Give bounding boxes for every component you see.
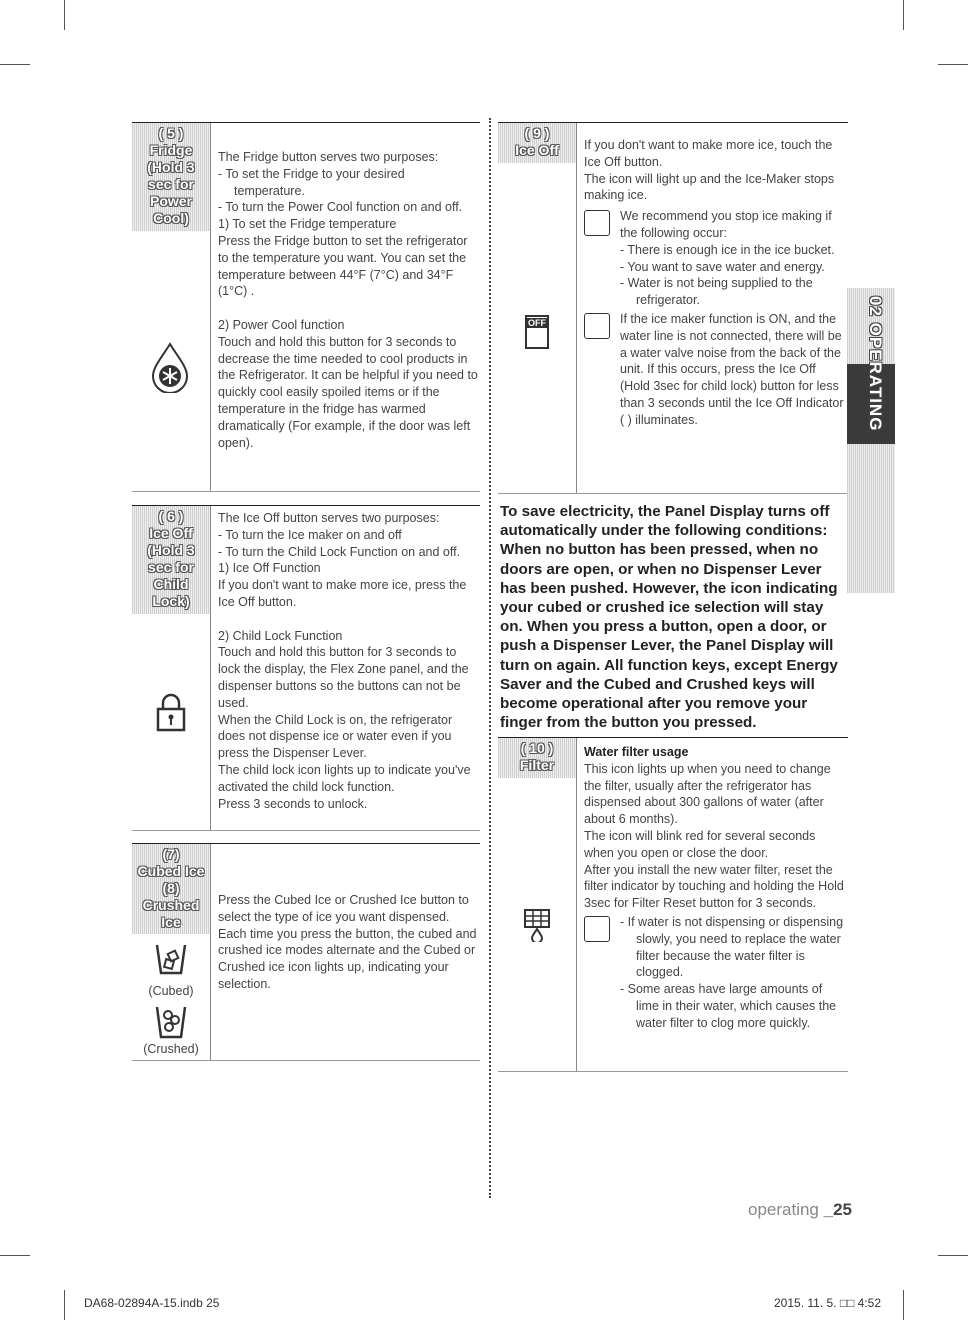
- section-ice-off-child-lock: [132, 505, 480, 831]
- power-cool-icon: [150, 341, 190, 393]
- description-line: The icon will light up and the Ice-Maker stops making ice.: [584, 171, 835, 203]
- button-label-line: Crushed: [142, 897, 200, 913]
- description-line: - To turn the Power Cool function on and off.: [218, 200, 463, 215]
- chapter-tab-label: 02 OPERATING: [866, 296, 885, 432]
- cubed-caption: (Cubed): [148, 984, 194, 998]
- note-item: - Water is not being supplied to the refrigerator.: [620, 276, 813, 308]
- button-label-line: sec for: [148, 176, 194, 192]
- button-column: [132, 506, 211, 830]
- ice-off-button-label: [132, 506, 210, 614]
- description-line: After you install the new water filter, reset the filter indicator by touching and holding the Hold 3sec for Filter Reset button for 3 seconds.: [584, 862, 844, 911]
- button-label-line: ( 5 ): [158, 125, 184, 141]
- button-label-line: ( 10 ): [520, 740, 554, 756]
- cubed-crushed-description: [218, 892, 478, 993]
- section-ice-off: [498, 122, 848, 494]
- description-line: 1) To set the Fridge temperature: [218, 217, 397, 232]
- filter-icon: [523, 908, 551, 942]
- button-label-line: Ice: [161, 914, 181, 930]
- section-filter: [498, 737, 848, 1072]
- page-number: operating _25: [748, 1200, 852, 1219]
- button-label-line: Filter: [519, 757, 555, 773]
- description-line: - To set the Fridge to your desired temperature.: [218, 166, 405, 198]
- button-label-line: Child: [153, 576, 189, 592]
- button-label-line: sec for: [148, 559, 194, 575]
- description-line: The Ice Off button serves two purposes:: [218, 511, 440, 525]
- description-line: This icon lights up when you need to change the filter, usually after the refrigerator has dispensed about 300 gallons of water (after about 6 months).: [584, 761, 831, 827]
- button-label-line: Cubed Ice: [137, 863, 205, 879]
- button-label-line: (8): [162, 880, 180, 896]
- fridge-button-label: [132, 123, 210, 231]
- button-label-line: ( 6 ): [158, 508, 184, 524]
- crushed-ice-icon: [154, 1004, 188, 1040]
- child-lock-icon: [155, 692, 187, 732]
- fridge-description: [218, 149, 478, 451]
- note-item: - You want to save water and energy.: [620, 259, 825, 274]
- note-icon: [584, 916, 610, 942]
- description-line: When the Child Lock is on, the refrigerator does not dispense ice or water even if you press the Dispenser Lever.: [218, 712, 453, 761]
- ice-off-indicator-icon: OFF: [525, 315, 549, 349]
- crushed-caption: (Crushed): [143, 1042, 199, 1056]
- energy-saving-paragraph: To save electricity, the Panel Display turns off automatically under the following conditions: When no button has been pressed, when no doors are open, or when no Dispenser Lever has been pushed. However, the icon indicating your cubed or crushed ice selection will stay on. When you press a button, open a door, or push a Dispenser Lever, the Panel Display will turn on again. All function keys, except Energy Saver and the Cubed and Crushed keys will become operational after you remove your finger from the button you pressed.: [500, 503, 838, 732]
- description-line: 2) Child Lock Function: [218, 628, 343, 643]
- description-line: Touch and hold this button for 3 seconds to lock the display, the Flex Zone panel, and the dispenser buttons so the buttons can not be used.: [218, 645, 469, 710]
- description-line: The child lock icon lights up to indicate you've activated the child lock function.: [218, 762, 471, 794]
- filter-label: [498, 738, 576, 778]
- description-line: Press the Cubed Ice or Crushed Ice button to select the type of ice you want dispensed.: [218, 893, 469, 924]
- button-label-line: (Hold 3: [147, 542, 195, 558]
- button-label-line: Ice Off: [515, 142, 559, 158]
- button-column: [498, 123, 577, 493]
- button-label-line: (Hold 3: [147, 159, 195, 175]
- ice-off-label: [498, 123, 576, 163]
- note-icon: [584, 313, 610, 339]
- column-divider: [489, 118, 491, 1198]
- description-line: [218, 611, 478, 628]
- note-block: If the ice maker function is ON, and the water line is not connected, there will be a water valve noise from the back of the unit. If this occurs, press the Ice Off (Hold 3sec for child lock) button for less than 3 seconds until the Ice Off Indicator ( ) illuminates.: [584, 311, 846, 429]
- footer-left: DA68-02894A-15.indb 25: [84, 1296, 220, 1310]
- button-label-line: Ice Off: [149, 525, 193, 541]
- button-column: [498, 738, 577, 1071]
- button-label-line: Lock): [152, 593, 190, 609]
- description-line: Each time you press the button, the cubed and crushed ice modes alternate and the Cubed or Crushed ice icon lights up, indicating your selection.: [218, 926, 477, 991]
- cubed-crushed-button-label: [132, 844, 210, 934]
- note-item: - If water is not dispensing or dispensing slowly, you need to replace the water filter because the water filter is clogged.: [620, 914, 844, 980]
- description-line: Press 3 seconds to unlock.: [218, 796, 368, 811]
- description-line: 1) Ice Off Function: [218, 561, 321, 576]
- description-line: The icon will blink red for several seconds when you open or close the door.: [584, 828, 816, 860]
- button-label-line: ( 9 ): [524, 125, 550, 141]
- description-line: If you don't want to make more ice, press the Ice Off button.: [218, 578, 467, 609]
- button-column: [132, 844, 211, 1060]
- button-label-line: Power: [149, 193, 192, 209]
- note-block: We recommend you stop ice making if the following occur: - There is enough ice in the ice bucket. - You want to save water and energy. - Water is not being supplied to the refrigerator.: [584, 208, 846, 309]
- note-item: - Some areas have large amounts of lime in their water, which causes the water filter to clog more quickly.: [620, 982, 837, 1030]
- note-item: - There is enough ice in the ice bucket.: [620, 242, 835, 257]
- button-label-line: (7): [162, 846, 180, 862]
- description-line: - To turn the Ice maker on and off: [218, 527, 402, 542]
- ice-off-9-description: [584, 137, 846, 429]
- description-line: Press the Fridge button to set the refrigerator to the temperature you want. You can set the temperature between 44°F (7°C) and 34°F (1°C) .: [218, 233, 468, 299]
- description-line: 2) Power Cool function: [218, 317, 345, 332]
- note-block: [584, 914, 846, 1032]
- button-column: [132, 123, 211, 491]
- description-line: Touch and hold this button for 3 seconds to decrease the time needed to cool products in the Refrigerator. It can be helpful if you need to quickly cool easily spoiled items or if the temperature in the fridge has warmed dramatically (For example, if the door was left open).: [218, 334, 478, 450]
- footer-right: 2015. 11. 5. □□ 4:52: [774, 1296, 882, 1310]
- button-label-line: Fridge: [149, 142, 193, 158]
- description-line: - To turn the Child Lock Function on and off.: [218, 544, 461, 559]
- description-line: The Fridge button serves two purposes:: [218, 150, 439, 164]
- note-icon: [584, 210, 610, 236]
- cubed-ice-icon: [154, 942, 188, 976]
- ice-off-description: [218, 510, 478, 812]
- section-cubed-crushed: [132, 843, 480, 1061]
- description-line: If you don't want to make more ice, touch the Ice Off button.: [584, 138, 833, 169]
- section-fridge-button: [132, 122, 480, 492]
- button-label-line: Cool): [153, 210, 189, 226]
- description-line: [218, 300, 478, 317]
- filter-title: Water filter usage: [584, 745, 689, 759]
- filter-description: [584, 744, 846, 1032]
